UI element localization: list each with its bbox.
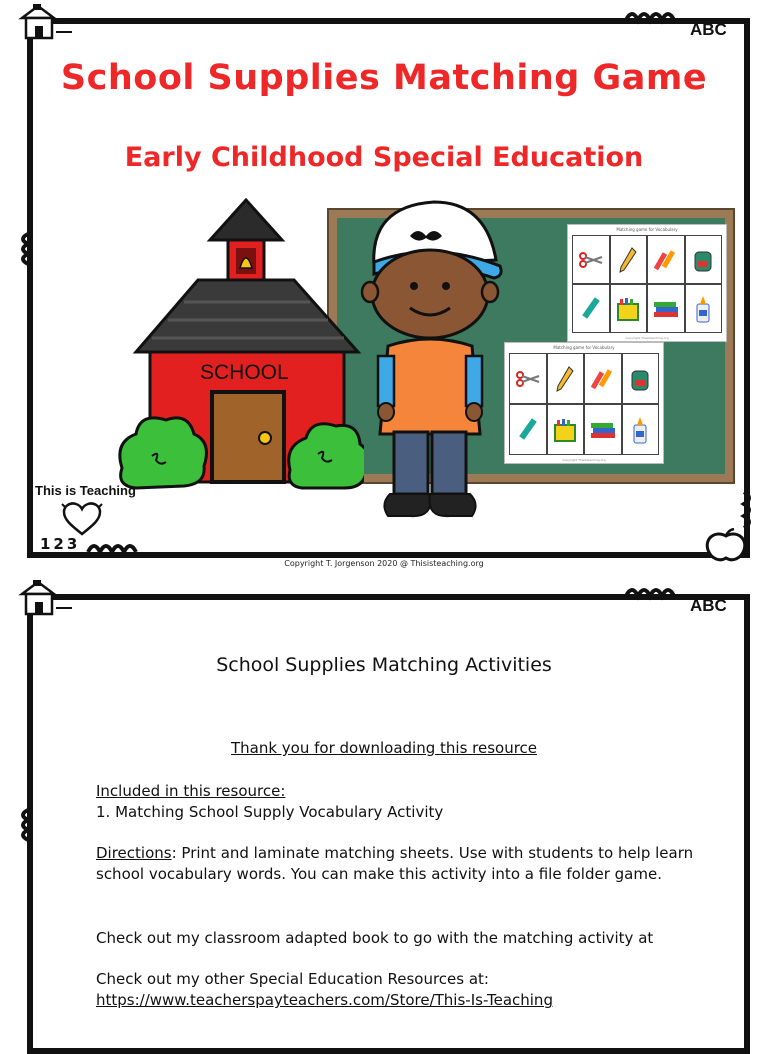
- student-illustration: [360, 196, 510, 526]
- books-icon: [647, 284, 685, 333]
- books-icon: [584, 404, 622, 455]
- school-illustration: [112, 198, 364, 498]
- directions-paragraph: [96, 843, 716, 885]
- heart-icon: [56, 500, 108, 538]
- other-resources-text: Check out my other Special Education Resources at:: [96, 970, 489, 988]
- worksheet-thumbnail: Matching game for Vocabulary Copyright Thisisteaching.org: [567, 224, 727, 342]
- squiggle-icon: [16, 232, 40, 266]
- crayon-icon: [584, 353, 622, 404]
- school-house-icon: [18, 2, 74, 42]
- worksheet-thumbnail: Matching game for Vocabulary Copyright Thisisteaching.org: [504, 342, 664, 464]
- abc-label: ABC: [690, 20, 727, 39]
- abc-corner: [624, 582, 754, 622]
- pencil-icon: [610, 235, 648, 284]
- squiggle-icon: [732, 490, 756, 530]
- glue-icon: [685, 284, 723, 333]
- backpack-icon: [685, 235, 723, 284]
- glue-icon: [622, 404, 660, 455]
- info-heading: School Supplies Matching Activities: [216, 654, 552, 676]
- cover-title: School Supplies Matching Game: [60, 58, 708, 98]
- apple-icon: [700, 528, 752, 562]
- pencil-icon: [547, 353, 585, 404]
- directions-label: Directions: [96, 844, 172, 862]
- marker-icon: [572, 284, 610, 333]
- directions-text: : Print and laminate matching sheets. Use with students to help learn school vocabulary words. You can make this activity into a file folder game.: [96, 844, 694, 883]
- scissors-icon: [572, 235, 610, 284]
- backpack-icon: [622, 353, 660, 404]
- included-label: Included in this resource:: [96, 782, 286, 800]
- abc-label: ABC: [690, 596, 727, 615]
- marker-icon: [509, 404, 547, 455]
- info-page: [0, 576, 768, 1024]
- thank-you-text: Thank you for downloading this resource: [230, 739, 538, 757]
- copyright-text: Copyright T. Jorgenson 2020 @ Thisisteaching.org: [284, 559, 484, 568]
- squiggle-icon: [16, 808, 40, 842]
- crayons-box-icon: [610, 284, 648, 333]
- adapted-book-text: Check out my classroom adapted book to go with the matching activity at: [96, 929, 654, 947]
- crayon-icon: [647, 235, 685, 284]
- scissors-icon: [509, 353, 547, 404]
- brand-logo-text: This is Teaching: [35, 483, 136, 498]
- squiggle-icon: [624, 8, 694, 28]
- store-link[interactable]: https://www.teacherspayteachers.com/Store/This-Is-Teaching: [96, 991, 553, 1009]
- brand-logo-numbers: 123: [40, 535, 81, 553]
- included-item: 1. Matching School Supply Vocabulary Activity: [96, 803, 444, 821]
- cover-subtitle: Early Childhood Special Education: [124, 142, 644, 173]
- school-sign: SCHOOL: [200, 361, 289, 384]
- crayons-box-icon: [547, 404, 585, 455]
- school-house-icon: [18, 578, 74, 618]
- squiggle-icon: [624, 584, 694, 604]
- abc-corner: [624, 6, 754, 46]
